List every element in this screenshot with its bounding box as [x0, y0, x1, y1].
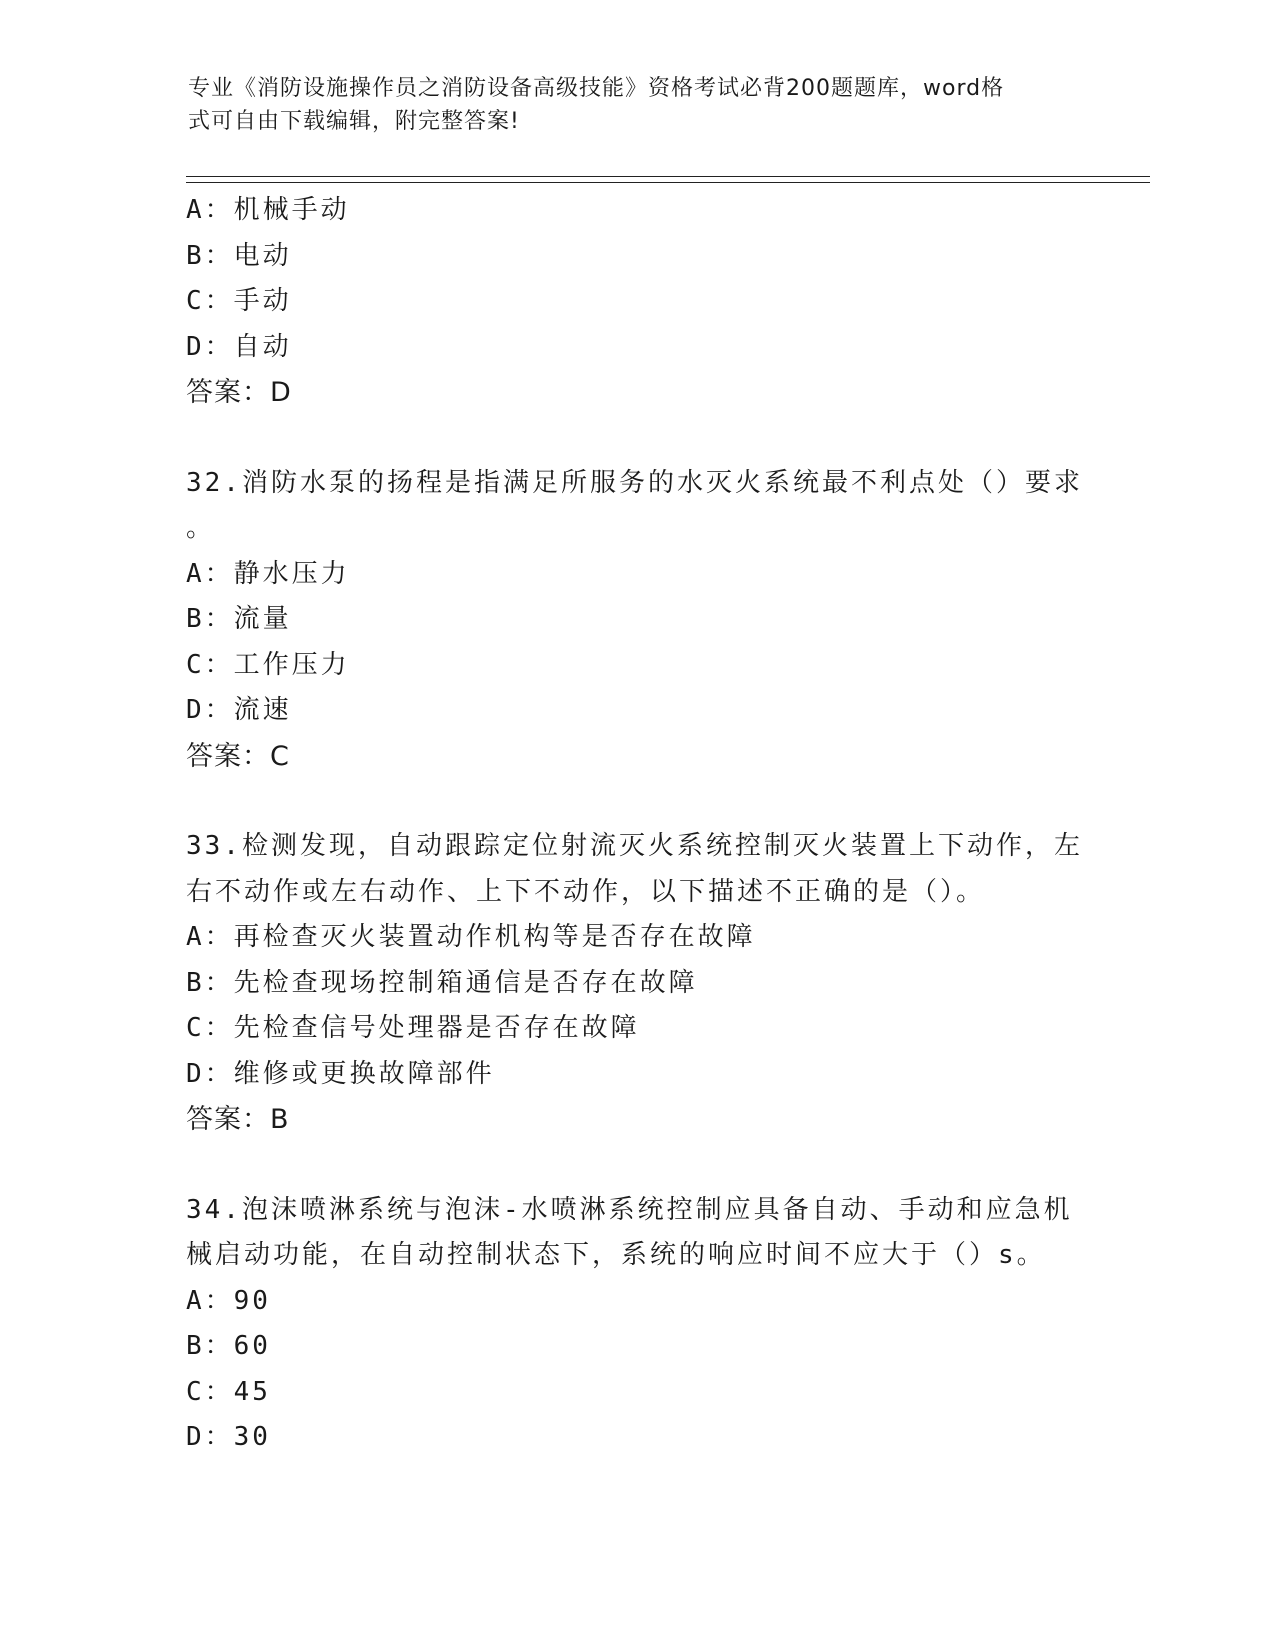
answer: 答案：B [186, 1104, 290, 1135]
question-stem-line-1: 32.消防水泵的扬程是指满足所服务的水灭火系统最不利点处（）要求 [186, 467, 1083, 498]
option-b: B：流量 [186, 604, 292, 634]
question-33 [186, 824, 1086, 1143]
option-c: C：45 [186, 1376, 271, 1407]
option-c: C：手动 [186, 286, 292, 316]
header-line-1: 专业《消防设施操作员之消防设备高级技能》资格考试必背200题题库，word格 [188, 76, 1005, 101]
option-d: D：自动 [186, 331, 292, 362]
option-b: B：先检查现场控制箱通信是否存在故障 [186, 967, 698, 998]
option-b: B：电动 [186, 240, 292, 271]
spacer [186, 416, 1086, 461]
question-34 [186, 1188, 1086, 1461]
option-a: A：再检查灭火装置动作机构等是否存在故障 [186, 922, 756, 952]
document-header [188, 72, 1068, 138]
question-stem-line-1: 34.泡沫喷淋系统与泡沫-水喷淋系统控制应具备自动、手动和应急机 [186, 1194, 1073, 1225]
question-32 [186, 461, 1086, 780]
spacer [186, 779, 1086, 824]
option-a: A：90 [186, 1285, 271, 1316]
option-d: D：30 [186, 1422, 271, 1452]
answer: 答案：C [186, 740, 290, 772]
option-a: A：机械手动 [186, 195, 350, 225]
option-c: C：工作压力 [186, 649, 350, 680]
question-stem-line-1: 33.检测发现，自动跟踪定位射流灭火系统控制灭火装置上下动作，左 [186, 831, 1083, 861]
header-line-2: 式可自由下载编辑，附完整答案! [188, 109, 520, 134]
question-stem-line-2: 械启动功能，在自动控制状态下，系统的响应时间不应大于（）s。 [186, 1240, 1046, 1270]
question-stem-line-2: 。 [186, 513, 216, 543]
header-divider-top [186, 176, 1150, 177]
option-c: C：先检查信号处理器是否存在故障 [186, 1013, 640, 1043]
question-list [186, 188, 1086, 1461]
answer: 答案：D [186, 377, 292, 408]
option-d: D：流速 [186, 695, 292, 725]
header-divider-bottom [186, 182, 1150, 183]
question-31 [186, 188, 1086, 416]
option-d: D：维修或更换故障部件 [186, 1058, 495, 1089]
spacer [186, 1143, 1086, 1188]
option-a: A：静水压力 [186, 558, 350, 589]
option-b: B：60 [186, 1331, 271, 1361]
question-stem-line-2: 右不动作或左右动作、上下不动作，以下描述不正确的是（）。 [186, 876, 986, 907]
